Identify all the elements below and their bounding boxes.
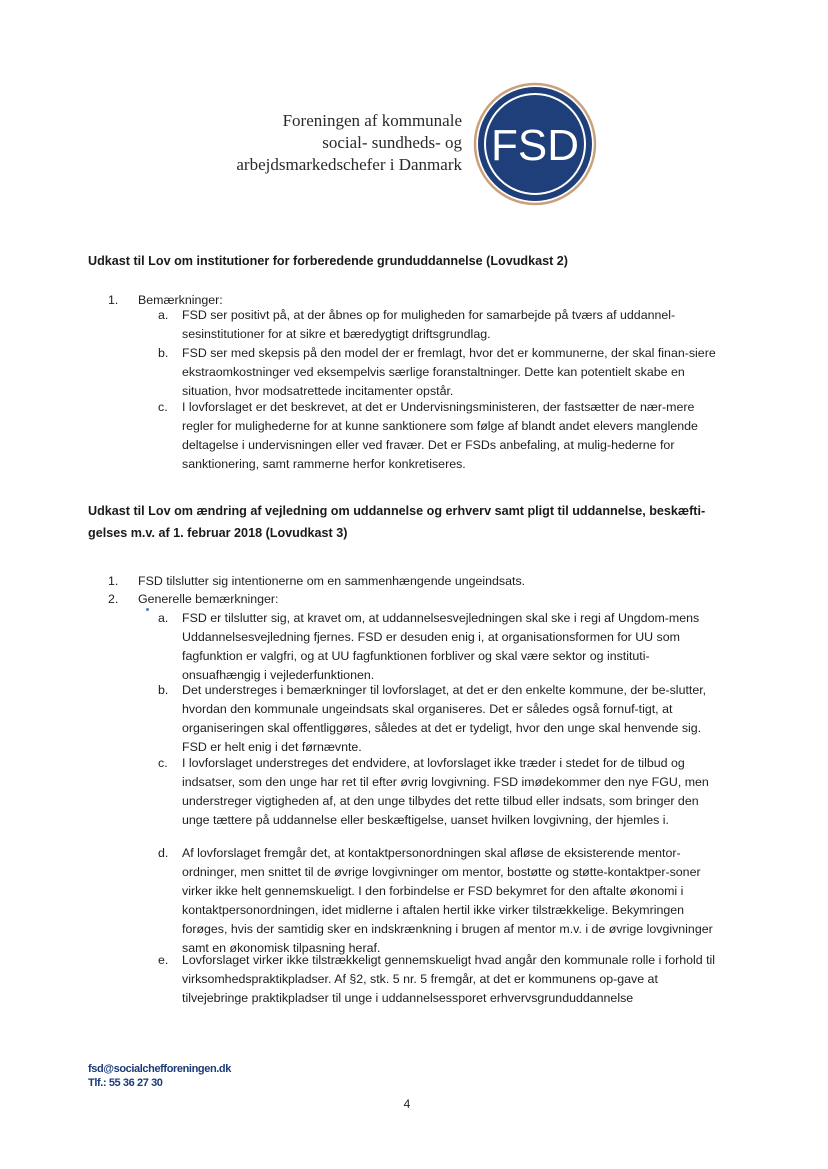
sub-text: I lovforslaget er det beskrevet, at det er Undervisningsministeren, der fastsætter de nær-mere regler for mulighederne for at kunne sanktionere som følge af blandt andet elevers manglende deltagelse i undervisningen eller ved fravær. Det er FSDs anbefaling, at mulig-hederne for sanktionering, samt rammerne herfor konkretiseres. — [182, 400, 698, 471]
footer-phone: Tlf.: 55 36 27 30 — [88, 1077, 163, 1089]
sub-text: I lovforslaget understreges det endvidere, at lovforslaget ikke træder i stedet for de tilbud og indsatser, som den unge har ret til efter øvrig lovgivning. FSD imødekommer den nye FGU, men understreger vigtigheden af, at den unge tilbydes det rette tilbud eller indsats, som bringer den unge tættere på uddannelse eller beskæftigelse, uanset hvilken lovgivning, der hjemles i. — [182, 756, 709, 827]
sub-letter: e. — [158, 953, 169, 967]
org-name-line-1: Foreningen af kommunale — [282, 111, 462, 130]
sub-text: Det understreges i bemærkninger til lovforslaget, at det er den enkelte kommune, der be-slutter, hvordan den kommunale ungeindsats skal organiseres. Det er således også fornuf-tigt, at organiseringen skal offentliggøres, således at det er tydeligt, hvor den unge skal henvende sig. FSD er helt enig i det førnævnte. — [182, 683, 707, 754]
organization-name — [236, 110, 462, 176]
item-text: FSD tilslutter sig intentionerne om en sammenhængende ungeindsats. — [138, 574, 526, 588]
sub-letter: d. — [158, 846, 169, 860]
org-name-line-2: social- sundheds- og — [322, 133, 462, 152]
fsd-logo — [473, 82, 597, 206]
sub-letter: c. — [158, 400, 168, 414]
sub-text: FSD ser med skepsis på den model der er fremlagt, hvor det er kommunerne, der skal finan-siere ekstraomkostninger ved eksempelvis særlige foranstaltninger. Dette kan potentielt skabe en situation, hvor modsatrettede incitamenter opstår. — [182, 346, 716, 398]
item-number: 1. — [108, 293, 119, 307]
section-2-title — [88, 500, 705, 544]
item-number: 1. — [108, 574, 119, 588]
scan-speck — [146, 608, 149, 611]
section-2-title-line-2: gelses m.v. af 1. februar 2018 (Lovudkast 3) — [88, 526, 348, 540]
sub-letter: a. — [158, 611, 169, 625]
section-2-title-line-1: Udkast til Lov om ændring af vejledning om uddannelse og erhverv samt pligt til uddannelse, beskæfti- — [88, 504, 706, 518]
sub-letter: a. — [158, 308, 169, 322]
footer-contact — [88, 1062, 231, 1090]
sub-letter: c. — [158, 756, 168, 770]
item-label: Bemærkninger: — [138, 293, 223, 307]
sub-letter: b. — [158, 346, 169, 360]
section-1-title: Udkast til Lov om institutioner for forberedende grunduddannelse (Lovudkast 2) — [88, 254, 569, 268]
item-label: Generelle bemærkninger: — [138, 592, 279, 606]
footer-email: fsd@socialchefforeningen.dk — [88, 1063, 231, 1075]
org-name-line-3: arbejdsmarkedschefer i Danmark — [236, 155, 462, 174]
page-number: 4 — [403, 1097, 411, 1111]
sub-text: FSD ser positivt på, at der åbnes op for muligheden for samarbejde på tværs af uddannel-sesinstitutioner for at sikre et bæredygtigt driftsgrundlag. — [182, 308, 676, 341]
sub-text: Af lovforslaget fremgår det, at kontaktpersonordningen skal afløse de eksisterende mentor-ordninger, men snittet til de øvrige lovgivninger om mentor, bostøtte og støtte-kontaktper-soner virker ikke helt gennemskueligt. I den forbindelse er FSD bekymret for den aftalte økonomi i kontaktpersonordningen, idet midlerne i aftalen hertil ikke virker tilstrækkelige. Bekymringen forøges, hvis der samtidig sker en indskrænkning i brugen af mentor m.v. i de øvrige lovgivninger samt en økonomisk tilpasning heraf. — [182, 846, 713, 955]
item-number: 2. — [108, 592, 119, 606]
sub-letter: b. — [158, 683, 169, 697]
sub-text: Lovforslaget virker ikke tilstrækkeligt gennemskueligt hvad angår den kommunale rolle i forhold til virksomhedspraktikpladser. Af §2, stk. 5 nr. 5 fremgår, at det er kommunens op-gave at tilvejebringe praktikpladser til unge i uddannelsessporet erhvervsgrunduddannelse — [182, 953, 716, 1005]
sub-text: FSD er tilslutter sig, at kravet om, at uddannelsesvejledningen skal ske i regi af Ungdom-mens Uddannelsesvejledning fjernes. FSD er desuden enig i, at organisationsformen for UU som fagfunktion er valgfri, og at UU fagfunktionen forbliver og skal være sektor og instituti-onsuafhængig i vejlederfunktionen. — [182, 611, 700, 682]
logo-text: FSD — [491, 121, 579, 170]
